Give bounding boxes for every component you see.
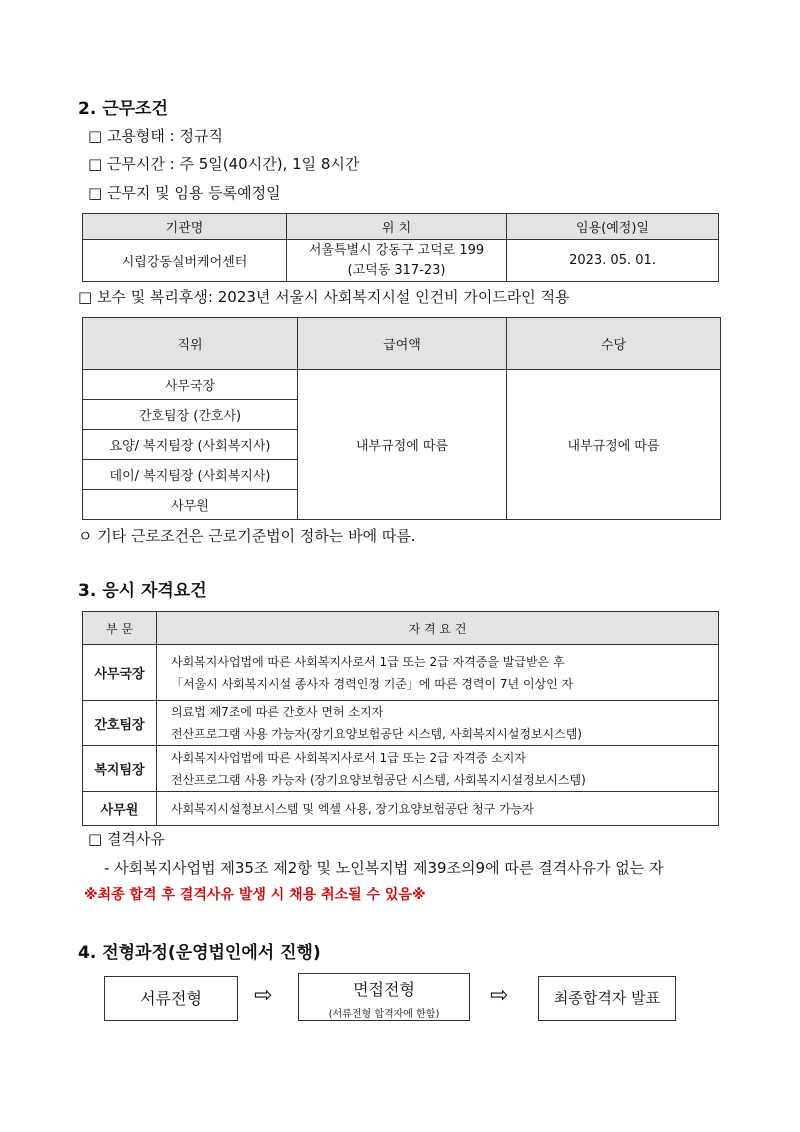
step-final-announcement: 최종합격자 발표	[538, 976, 676, 1021]
position-cell: 데이/ 복지팀장 (사회복지사)	[83, 460, 298, 490]
pay-table	[82, 317, 721, 520]
header-location: 위 치	[287, 214, 507, 240]
pay-line: □ 보수 및 복리후생: 2023년 서울시 사회복지시설 인건비 가이드라인 적용	[78, 288, 570, 306]
requirement-cell	[157, 645, 719, 701]
interview-label: 면접전형	[353, 980, 415, 999]
dept-cell: 복지팀장	[83, 746, 157, 792]
position-cell: 간호팀장 (간호사)	[83, 400, 298, 430]
requirement-cell	[157, 792, 719, 826]
appoint-date: 2023. 05. 01.	[507, 240, 719, 282]
step-document-screening: 서류전형	[104, 976, 238, 1021]
dept-cell: 사무원	[83, 792, 157, 826]
requirement-line: 「서울시 사회복지시설 종사자 경력인정 기준」에 따른 경력이 7년 이상인 자	[171, 676, 574, 691]
header-dept: 부 문	[83, 612, 157, 645]
header-org: 기관명	[83, 214, 287, 240]
arrow-right-icon: ⇨	[490, 983, 509, 1008]
dept-cell: 간호팀장	[83, 701, 157, 746]
requirement-cell	[157, 701, 719, 746]
warning-note: ※최종 합격 후 결격사유 발생 시 채용 취소될 수 있음※	[84, 887, 426, 903]
requirement-cell	[157, 746, 719, 792]
position-cell: 요양/ 복지팀장 (사회복지사)	[83, 430, 298, 460]
workplace-table	[82, 213, 719, 282]
section4-heading: 4. 전형과정(운영법인에서 진행)	[78, 943, 321, 963]
disqualification-title: □ 결격사유	[88, 830, 165, 848]
position-cell: 사무국장	[83, 370, 298, 400]
section3-heading: 3. 응시 자격요건	[78, 581, 207, 601]
arrow-right-icon: ⇨	[254, 983, 273, 1008]
header-position: 직위	[83, 318, 298, 370]
work-hours: □ 근무시간 : 주 5일(40시간), 1일 8시간	[88, 155, 360, 173]
requirement-line: 사회복지사업법에 따른 사회복지사로서 1급 또는 2급 자격증을 발급받은 후	[171, 654, 565, 669]
org-name: 시립강동실버케어센터	[83, 240, 287, 282]
org-address	[287, 240, 507, 282]
interview-note: (서류전형 합격자에 한함)	[328, 1009, 440, 1020]
header-allowance: 수당	[507, 318, 721, 370]
allowance-cell: 내부규정에 따름	[507, 370, 721, 520]
requirement-line: 의료법 제7조에 따른 간호사 면허 소지자	[171, 705, 384, 719]
requirement-line: 전산프로그램 사용 가능자(장기요양보험공단 시스템, 사회복지시설정보시스템)	[171, 727, 582, 741]
dept-cell: 사무국장	[83, 645, 157, 701]
requirement-line: 사회복지사업법에 따른 사회복지사로서 1급 또는 2급 자격증 소지자	[171, 750, 526, 765]
qualification-table	[82, 611, 719, 826]
address-line2: (고덕동 317-23)	[347, 262, 446, 278]
requirement-line: 사회복지시설정보시스템 및 엑셀 사용, 장기요양보험공단 청구 가능자	[171, 801, 534, 816]
header-salary: 급여액	[298, 318, 507, 370]
requirement-line: 전산프로그램 사용 가능자 (장기요양보험공단 시스템, 사회복지시설정보시스템)	[171, 772, 586, 787]
step-interview	[298, 973, 470, 1021]
header-requirements: 자 격 요 건	[157, 612, 719, 645]
other-conditions-note: ㅇ 기타 근로조건은 근로기준법이 정하는 바에 따름.	[78, 527, 416, 545]
section2-heading: 2. 근무조건	[78, 99, 168, 119]
salary-cell: 내부규정에 따름	[298, 370, 507, 520]
address-line1: 서울특별시 강동구 고덕로 199	[308, 242, 485, 258]
header-date: 임용(예정)일	[507, 214, 719, 240]
position-cell: 사무원	[83, 490, 298, 520]
employment-type: □ 고용형태 : 정규직	[88, 127, 223, 145]
workplace-title: □ 근무지 및 임용 등록예정일	[88, 184, 281, 202]
disqualification-text: - 사회복지사업법 제35조 제2항 및 노인복지법 제39조의9에 따른 결격사유가 없는 자	[104, 859, 664, 877]
